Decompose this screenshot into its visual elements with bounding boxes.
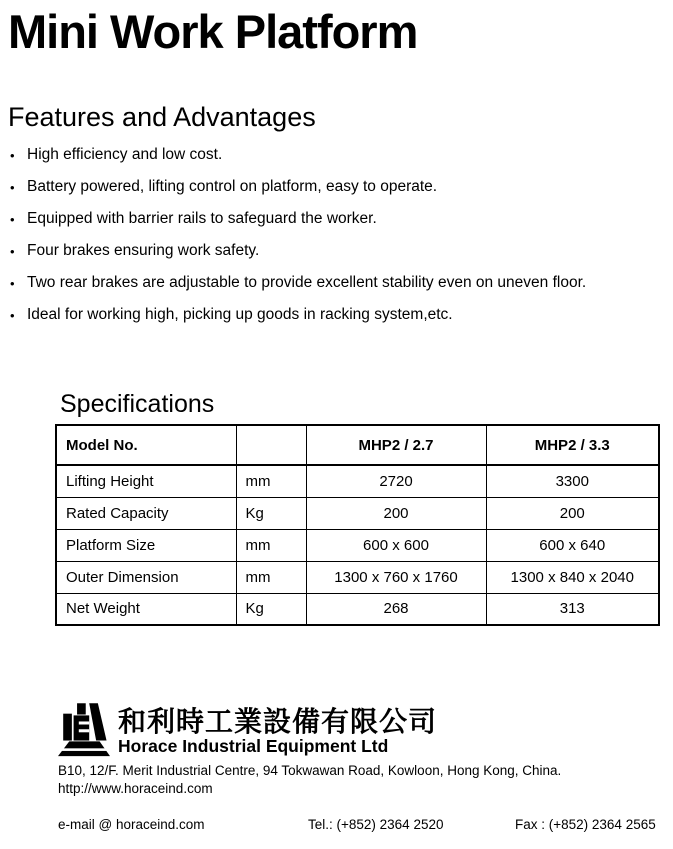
bullet-icon: • bbox=[10, 212, 15, 227]
row-unit: Kg bbox=[236, 497, 306, 529]
feature-list bbox=[10, 146, 660, 338]
telephone-text: Tel.: (+852) 2364 2520 bbox=[308, 817, 444, 832]
email-text: e-mail @ horaceind.com bbox=[58, 817, 205, 832]
bullet-icon: • bbox=[10, 180, 15, 195]
list-item bbox=[10, 306, 660, 324]
bullet-icon: • bbox=[10, 276, 15, 291]
row-value-2: 313 bbox=[486, 593, 659, 625]
feature-text: Two rear brakes are adjustable to provide excellent stability even on uneven floor. bbox=[27, 274, 587, 291]
row-label: Net Weight bbox=[56, 593, 236, 625]
feature-text: Ideal for working high, picking up goods in racking system,etc. bbox=[27, 306, 453, 323]
list-item bbox=[10, 210, 660, 228]
features-heading: Features and Advantages bbox=[8, 102, 316, 132]
row-value-1: 200 bbox=[306, 497, 486, 529]
row-label: Rated Capacity bbox=[56, 497, 236, 529]
table-row bbox=[56, 497, 659, 529]
row-value-1: 600 x 600 bbox=[306, 529, 486, 561]
row-value-2: 1300 x 840 x 2040 bbox=[486, 561, 659, 593]
header-unit bbox=[236, 425, 306, 465]
header-model-2: MHP2 / 3.3 bbox=[486, 425, 659, 465]
row-label: Lifting Height bbox=[56, 465, 236, 497]
feature-text: Equipped with barrier rails to safeguard the worker. bbox=[27, 210, 377, 227]
list-item bbox=[10, 274, 660, 292]
list-item bbox=[10, 242, 660, 260]
row-value-2: 3300 bbox=[486, 465, 659, 497]
table-row bbox=[56, 561, 659, 593]
row-label: Platform Size bbox=[56, 529, 236, 561]
bullet-icon: • bbox=[10, 308, 15, 323]
row-unit: mm bbox=[236, 529, 306, 561]
feature-text: High efficiency and low cost. bbox=[27, 146, 223, 163]
page-title: Mini Work Platform bbox=[8, 5, 418, 58]
header-model-no: Model No. bbox=[56, 425, 236, 465]
feature-text: Four brakes ensuring work safety. bbox=[27, 242, 260, 259]
table-row bbox=[56, 529, 659, 561]
company-website: http://www.horaceind.com bbox=[58, 781, 213, 796]
list-item bbox=[10, 178, 660, 196]
table-row bbox=[56, 593, 659, 625]
company-address: B10, 12/F. Merit Industrial Centre, 94 Tokwawan Road, Kowloon, Hong Kong, China. bbox=[58, 763, 562, 778]
company-logo-icon bbox=[58, 699, 110, 763]
specifications-heading: Specifications bbox=[60, 390, 215, 418]
header-model-1: MHP2 / 2.7 bbox=[306, 425, 486, 465]
row-value-2: 600 x 640 bbox=[486, 529, 659, 561]
table-header-row bbox=[56, 425, 659, 465]
row-value-1: 1300 x 760 x 1760 bbox=[306, 561, 486, 593]
row-unit: mm bbox=[236, 465, 306, 497]
row-value-2: 200 bbox=[486, 497, 659, 529]
specifications-table bbox=[55, 424, 660, 626]
row-value-1: 2720 bbox=[306, 465, 486, 497]
row-unit: mm bbox=[236, 561, 306, 593]
bullet-icon: • bbox=[10, 244, 15, 259]
company-name-chinese: 和利時工業設備有限公司 bbox=[118, 706, 438, 737]
company-name-english: Horace Industrial Equipment Ltd bbox=[118, 736, 389, 756]
list-item bbox=[10, 146, 660, 164]
bullet-icon: • bbox=[10, 148, 15, 163]
row-label: Outer Dimension bbox=[56, 561, 236, 593]
fax-text: Fax : (+852) 2364 2565 bbox=[515, 817, 656, 832]
row-unit: Kg bbox=[236, 593, 306, 625]
row-value-1: 268 bbox=[306, 593, 486, 625]
table-row bbox=[56, 465, 659, 497]
feature-text: Battery powered, lifting control on platform, easy to operate. bbox=[27, 178, 438, 195]
